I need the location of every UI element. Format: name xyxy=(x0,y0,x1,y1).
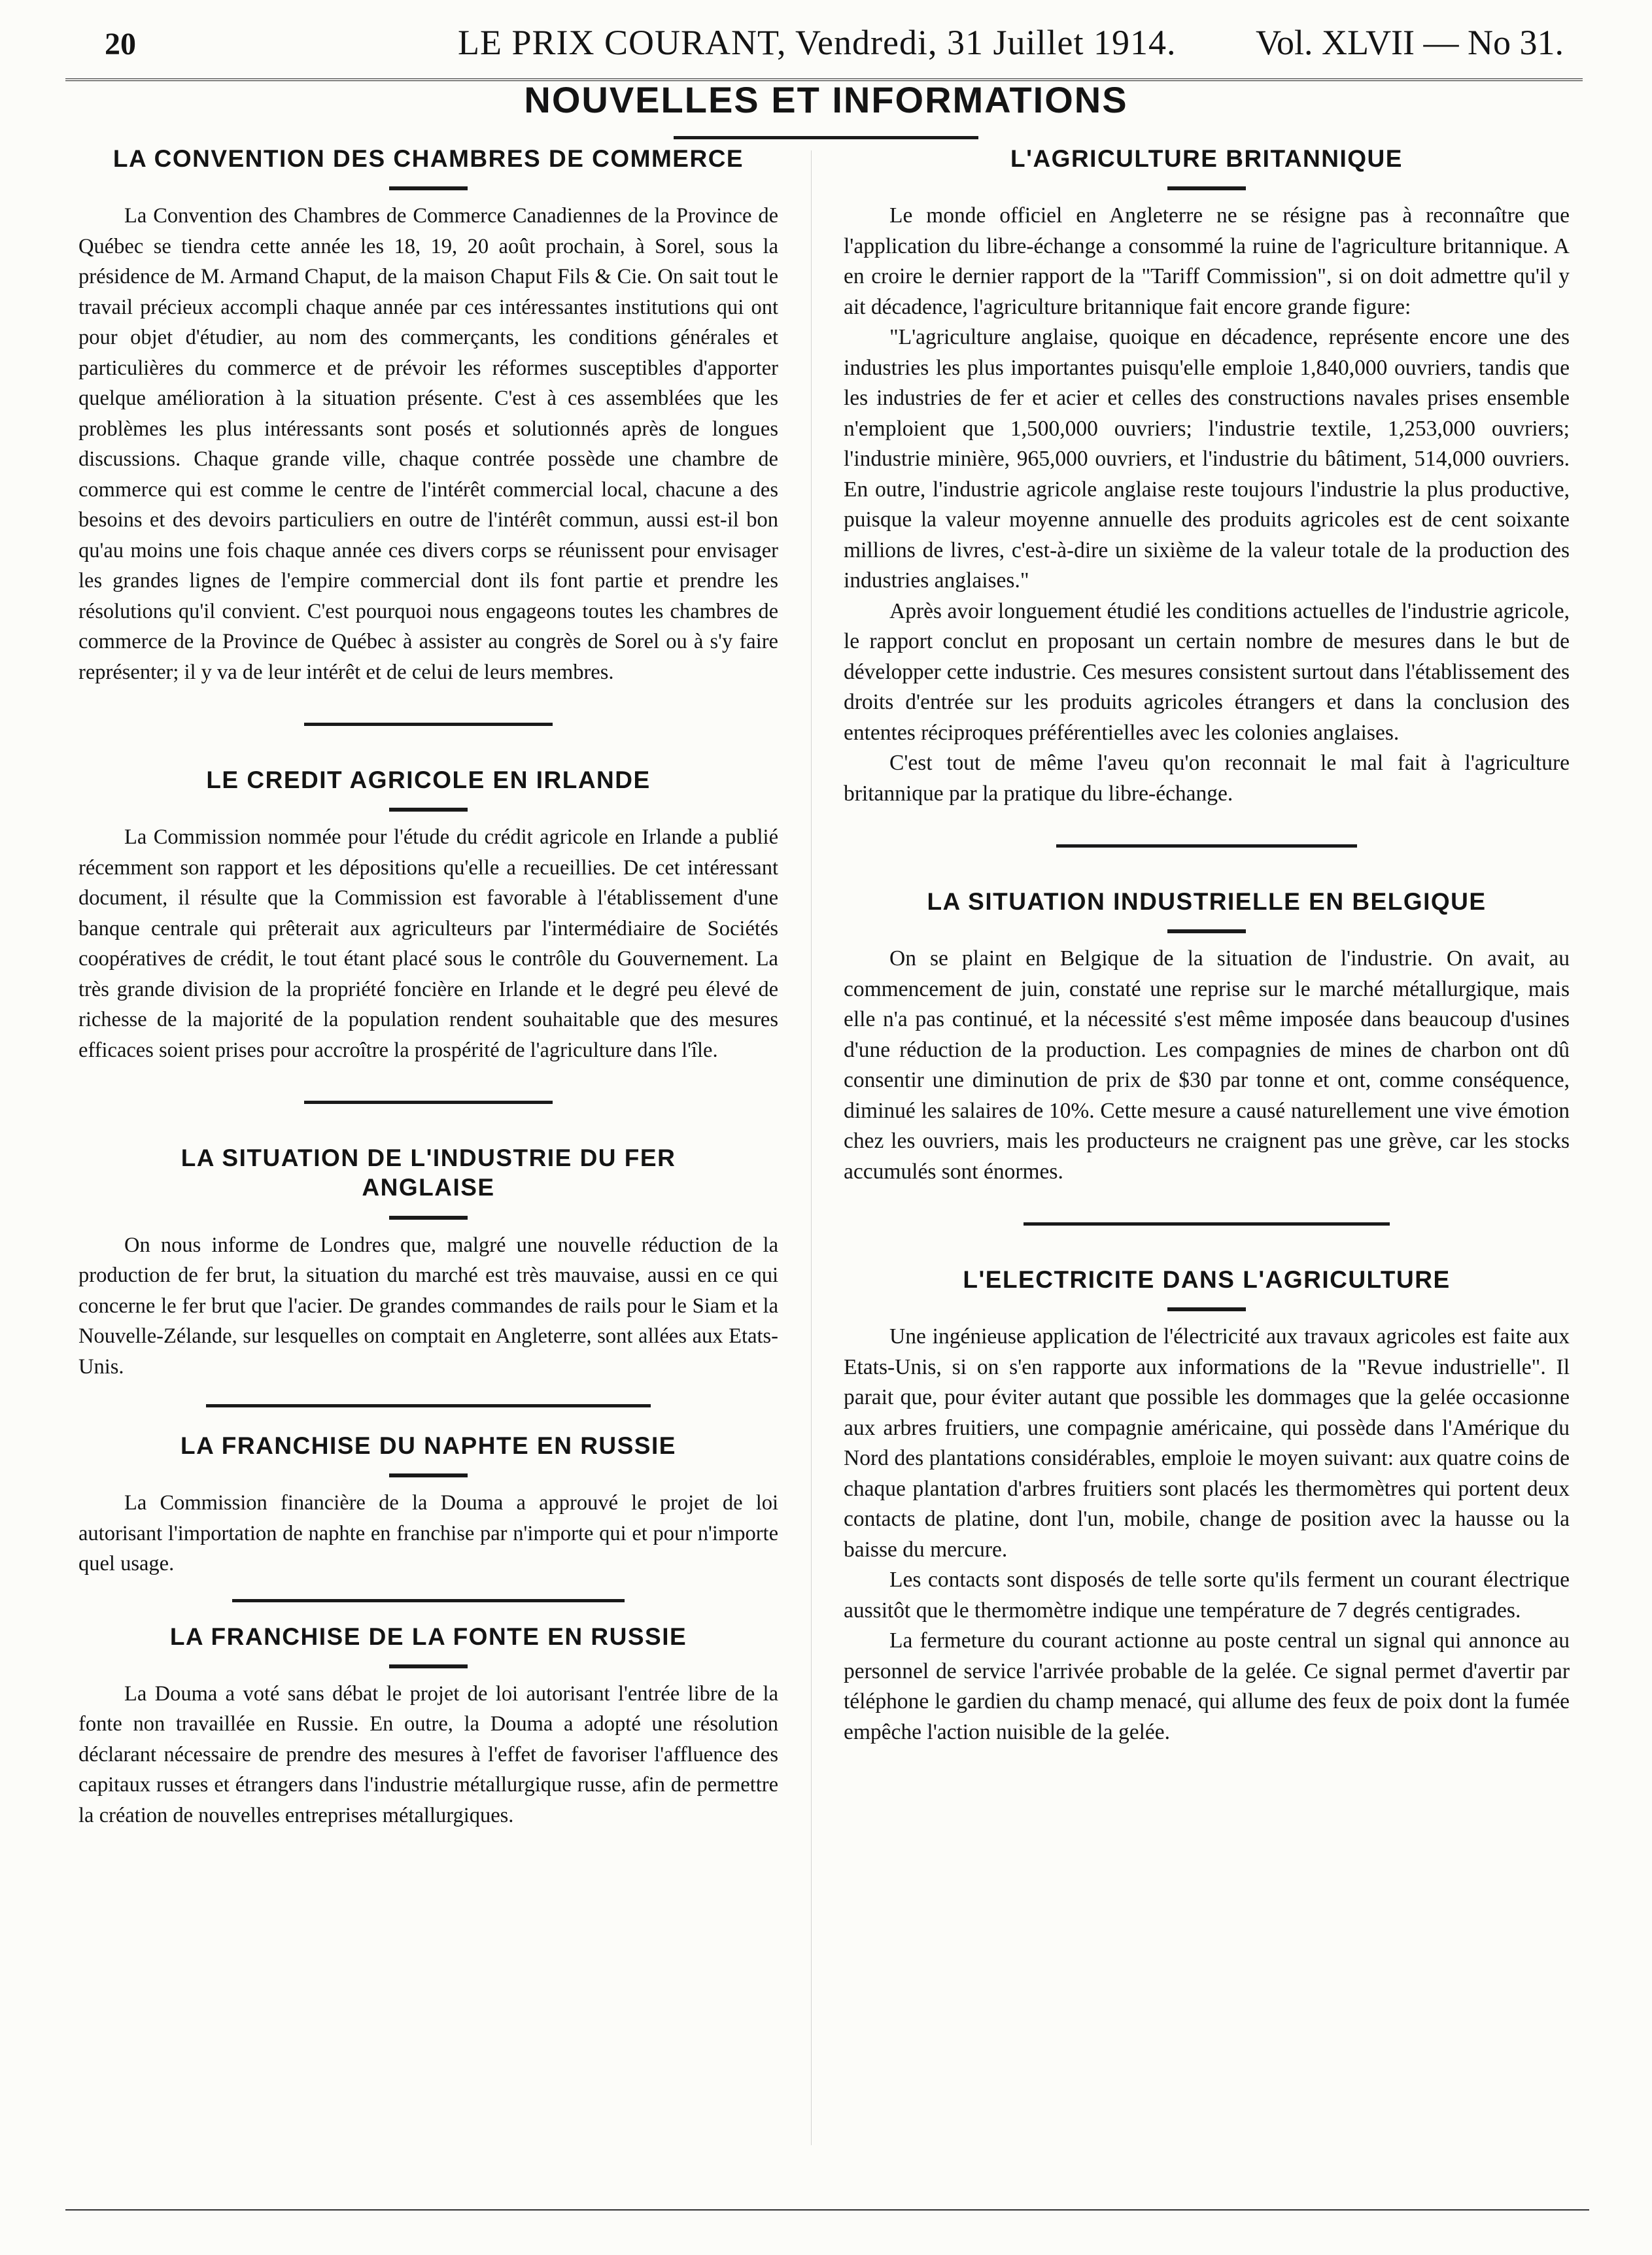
article-separator xyxy=(1056,844,1357,848)
masthead xyxy=(0,18,1652,84)
article-paragraph: C'est tout de même l'aveu qu'on reconnait le mal fait à l'agriculture britannique par la pratique du libre-échange. xyxy=(844,751,1570,806)
article-title: LA CONVENTION DES CHAMBRES DE COMMERCE xyxy=(112,145,744,172)
article-agriculture-britannique xyxy=(844,144,1570,809)
title-underline xyxy=(389,808,468,812)
article-paragraph: La Convention des Chambres de Commerce Canadiennes de la Province de Québec se tiendra cette année les 18, 19, 20 août prochain, à Sorel, sous la présidence de M. Armand Chaput, de la maison Chaput Fils & Cie. On sait tout le travail précieux accompli chaque année par ces intéressantes institutions qui ont pour objet d'étudier, au nom des commerçants, les conditions générales et particulières du commerce et de prévoir les réformes susceptibles d'apporter quelque amélioration à la situation présente. C'est à ces assemblées que les problèmes les plus intéressants sont posés et solutionnés après de longues discussions. Chaque grande ville, chaque contrée possède une chambre de commerce qui est comme le centre de l'intérêt commercial local, chacune a des besoins et des devoirs particuliers en outre de l'intérêt commun, aussi est-il bon qu'au moins une fois chaque année ces divers corps se réunissent pour envisager les grandes lignes de l'empire commercial dont ils font partie et prendre les résolutions qu'il convient. C'est pourquoi nous engageons toutes les chambres de commerce de la Province de Québec à assister au congrès de Sorel ou à s'y faire représenter; il y va de leur intérêt et de celui de leurs membres. xyxy=(78,204,778,684)
left-column xyxy=(78,144,778,1831)
article-paragraph: Une ingénieuse application de l'électricité aux travaux agricoles est faite aux Etats-Unis, si on s'en rapporte aux informations de la "Revue industrielle". Il parait que, pour éviter autant que possible les dommages que la gelée occasionne aux arbres fruitiers, une compagnie américaine, qui possède dans l'Amérique du Nord des plantations considérables, emploie le moyen suivant: aux quatre coins de chaque plantation d'arbres fruitiers sont placés les thermomètres qui portent deux contacts de platine, dont l'un, mobile, change de position avec la hausse ou la baisse du mercure. xyxy=(844,1324,1570,1562)
article-paragraph: La Commission nommée pour l'étude du crédit agricole en Irlande a publié récemment son rapport et les dépositions qu'elle a recueillies. De cet intéressant document, il résulte que la Commission est favorable à l'établissement d'une banque centrale qui prêterait aux agriculteurs par l'intermédiaire de Sociétés coopératives de crédit, le tout étant placé sous le contrôle du Gouvernement. La très grande division de la propriété foncière en Irlande et le degré peu élevé de richesse de la majorité de la population rendent souhaitable que des mesures efficaces soient prises pour accroître la prospérité de l'agriculture dans l'île. xyxy=(78,825,778,1062)
volume-number: Vol. XLVII — No 31. xyxy=(1256,23,1564,62)
title-underline xyxy=(389,1664,468,1668)
article-paragraph: On se plaint en Belgique de la situation de l'industrie. On avait, au commencement de juin, constaté une reprise sur le marché métallurgique, mais elle n'a pas continué, et la nécessité s'est même imposée dans beaucoup d'usines d'une réduction de la production. Les compagnies de mines de charbon ont dû consentir une diminution de prix de $30 par tonne et ont, comme conséquence, diminué les salaires de 10%. Cette mesure a causé naturellement une vive émotion chez les ouvriers, mais les producteurs ne craignent pas une grève, car les stocks accumulés sont énormes. xyxy=(844,946,1570,1184)
article-paragraph: Après avoir longuement étudié les conditions actuelles de l'industrie agricole, le rapport conclut en proposant un certain nombre de mesures dans le but de développer cette industrie. Ces mesures consistent surtout dans l'établissement des droits d'entrée sur les produits agricoles étrangers et dans la conclusion des ententes réciproques préférentielles avec les colonies anglaises. xyxy=(844,598,1570,745)
right-column xyxy=(844,144,1570,1747)
article-credit-agricole xyxy=(78,765,778,1065)
column-divider xyxy=(811,150,812,2145)
article-paragraph: La Commission financière de la Douma a approuvé le projet de loi autorisant l'importation de naphte en franchise par n'importe qui et pour n'importe quel usage. xyxy=(78,1491,778,1576)
article-title: LE CREDIT AGRICOLE EN IRLANDE xyxy=(206,766,651,794)
article-separator xyxy=(232,1599,625,1602)
section-title-rule xyxy=(674,136,978,139)
title-underline xyxy=(389,186,468,190)
article-convention-chambres xyxy=(78,144,778,687)
article-separator xyxy=(206,1404,651,1407)
article-title: L'AGRICULTURE BRITANNIQUE xyxy=(1010,145,1403,172)
title-underline xyxy=(389,1473,468,1477)
journal-dateline: LE PRIX COURANT, Vendredi, 31 Juillet 1914. xyxy=(458,23,1177,62)
article-industrie-fer xyxy=(78,1143,778,1382)
title-underline xyxy=(1167,1307,1246,1311)
page-number: 20 xyxy=(105,27,136,61)
article-separator xyxy=(1024,1222,1390,1226)
article-separator xyxy=(304,1101,553,1104)
article-separator xyxy=(304,723,553,726)
article-naphte xyxy=(78,1431,778,1579)
article-paragraph: Les contacts sont disposés de telle sorte qu'ils ferment un courant électrique aussitôt que le thermomètre indique une température de 7 degrés centigrades. xyxy=(844,1568,1570,1623)
article-paragraph: "L'agriculture anglaise, quoique en décadence, représente encore une des industries les plus importantes puisqu'elle emploie 1,840,000 ouvriers, tandis que les industries de fer et acier et celles des constructions navales prises ensemble n'emploient que 1,500,000 ouvriers; l'industrie textile, 1,253,000 ouvriers; l'industrie minière, 965,000 ouvriers, et l'industrie du bâtiment, 514,000 ouvriers. En outre, l'industrie agricole anglaise reste toujours l'industrie la plus productive, puisque la valeur moyenne annuelle des produits agricoles est de cent soixante millions de livres, c'est-à-dire un sixième de la valeur totale de la production des industries anglaises." xyxy=(844,325,1570,593)
section-title: NOUVELLES ET INFORMATIONS xyxy=(524,79,1128,120)
article-paragraph: La Douma a voté sans débat le projet de loi autorisant l'entrée libre de la fonte non travaillée en Russie. En outre, la Douma a adopté une résolution déclarant nécessaire de prendre des mesures à l'effet de favoriser l'affluence des capitaux russes et étrangers dans l'industrie métallurgique russe, afin de permettre la création de nouvelles entreprises métallurgiques. xyxy=(78,1681,778,1827)
article-electricite-agriculture xyxy=(844,1265,1570,1747)
article-title: LA SITUATION INDUSTRIELLE EN BELGIQUE xyxy=(927,888,1487,916)
title-underline xyxy=(1167,929,1246,933)
article-fonte xyxy=(78,1622,778,1831)
article-title: LA FRANCHISE DE LA FONTE EN RUSSIE xyxy=(169,1623,687,1650)
article-situation-belgique xyxy=(844,887,1570,1187)
article-title: L'ELECTRICITE DANS L'AGRICULTURE xyxy=(963,1266,1451,1294)
title-underline xyxy=(389,1216,468,1220)
title-underline xyxy=(1167,186,1246,190)
article-paragraph: Le monde officiel en Angleterre ne se résigne pas à reconnaître que l'application du libre-échange a consommé la ruine de l'agriculture britannique. A en croire le dernier rapport de la "Tariff Commission", si on doit admettre qu'il y ait décadence, l'agriculture britannique fait encore grande figure: xyxy=(844,203,1570,319)
article-paragraph: La fermeture du courant actionne au poste central un signal qui annonce au personnel de service l'arrivée probable de la gelée. Ce signal permet d'avertir par téléphone le gardien du champ menacé, qui allume des feux de poix dont la fumée empêche l'action nuisible de la gelée. xyxy=(844,1628,1570,1744)
article-paragraph: On nous informe de Londres que, malgré une nouvelle réduction de la production de fer brut, la situation du marché est très mauvaise, aussi en ce qui concerne le fer brut que l'acier. De grandes commandes de rails pour le Siam et la Nouvelle-Zélande, sur lesquelles on comptait en Angleterre, sont allées aux Etats-Unis. xyxy=(78,1233,778,1379)
article-title: LA FRANCHISE DU NAPHTE EN RUSSIE xyxy=(181,1432,676,1459)
footer-rule xyxy=(65,2209,1589,2211)
article-title: LA SITUATION DE L'INDUSTRIE DU FER ANGLAISE xyxy=(181,1145,676,1201)
